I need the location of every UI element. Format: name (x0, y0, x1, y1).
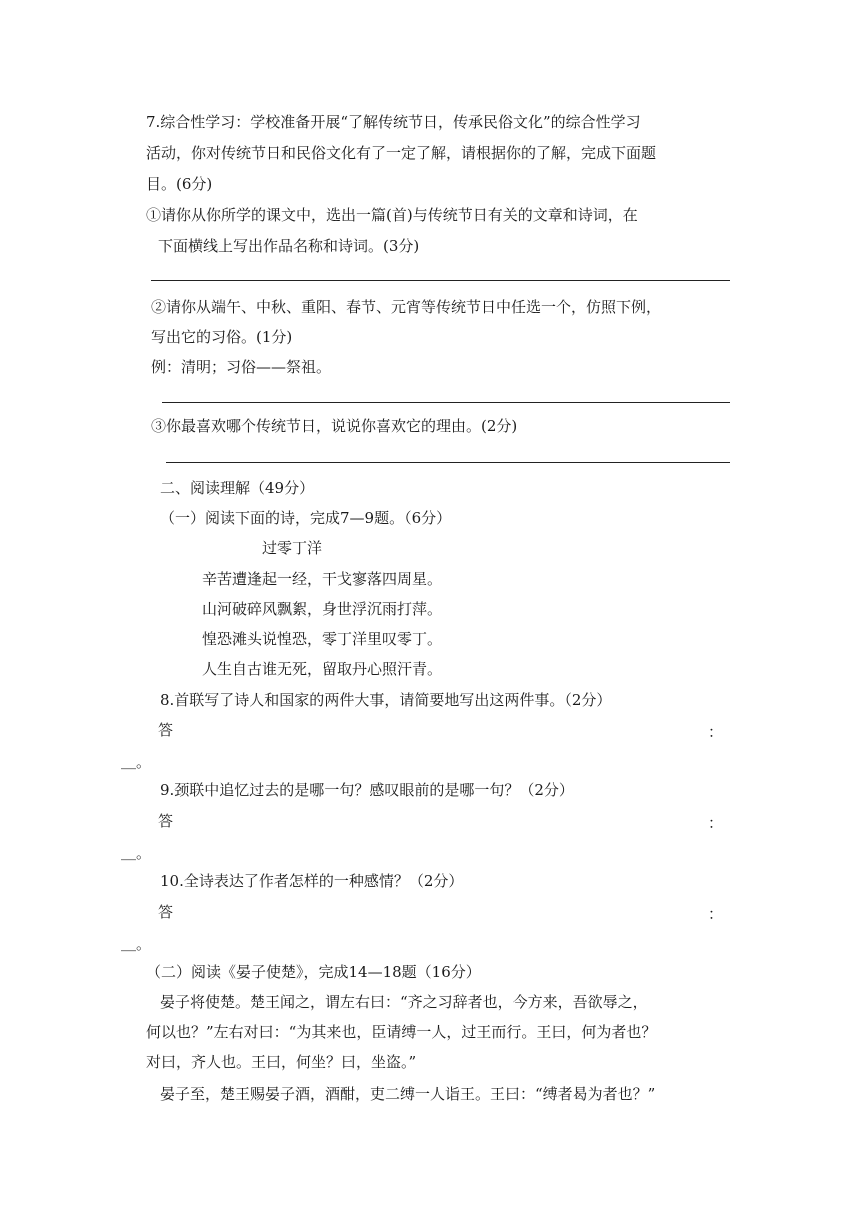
q7-sub1-line-1: ①请你从你所学的课文中，选出一篇(首)与传统节日有关的文章和诗词，在 (146, 206, 638, 224)
answer-colon: ： (708, 723, 724, 741)
q7-example: 例：清明；习俗——祭祖。 (151, 358, 332, 376)
q7-sub3: ③你最喜欢哪个传统节日，说说你喜欢它的理由。(2分) (151, 417, 518, 435)
poem-line: 辛苦遭逢起一经，干戈寥落四周星。 (202, 570, 443, 588)
passage-line: 何以也？”左右对曰：“为其来也，臣请缚一人，过王而行。王曰，何为者也？ (146, 1023, 657, 1041)
q9-text: 9.颈联中追忆过去的是哪一句？感叹眼前的是哪一句？（2分） (160, 781, 574, 799)
poem-line: 人生自古谁无死，留取丹心照汗青。 (202, 660, 443, 678)
q7-sub2-line-2: 写出它的习俗。(1分) (151, 328, 293, 346)
part1-intro: （一）阅读下面的诗，完成7—9题。（6分） (160, 509, 452, 527)
q7-line-1: 7.综合性学习：学校准备开展“了解传统节日，传承民俗文化”的综合性学习 (146, 113, 641, 131)
answer-line-3 (166, 462, 730, 463)
poem-line: 山河破碎风飘絮，身世浮沉雨打萍。 (202, 600, 443, 618)
section-title: 二、阅读理解（49分） (160, 479, 315, 497)
answer-label: 答 (158, 812, 174, 830)
q7-line-3: 目。(6分) (146, 175, 213, 193)
answer-colon: ： (708, 814, 724, 832)
passage-line: 晏子将使楚。楚王闻之，谓左右曰：“齐之习辞者也，今方来，吾欲辱之， (160, 993, 648, 1011)
answer-line-1 (151, 280, 730, 281)
answer-end: ＿。 (121, 935, 152, 953)
answer-label: 答 (158, 721, 174, 739)
q10-text: 10.全诗表达了作者怎样的一种感情？（2分） (160, 872, 464, 890)
part2-intro: （二）阅读《晏子使楚》，完成14—18题（16分） (146, 963, 481, 981)
answer-colon: ： (708, 905, 724, 923)
poem-line: 惶恐滩头说惶恐，零丁洋里叹零丁。 (202, 630, 443, 648)
answer-end: ＿。 (121, 844, 152, 862)
answer-label: 答 (158, 903, 174, 921)
passage-line: 晏子至，楚王赐晏子酒，酒酣，吏二缚一人诣王。王曰：“缚者曷为者也？” (160, 1085, 656, 1103)
answer-line-2 (162, 402, 730, 403)
poem-title: 过零丁洋 (262, 539, 323, 557)
answer-end: ＿。 (121, 753, 152, 771)
q8-text: 8.首联写了诗人和国家的两件大事，请简要地写出这两件事。（2分） (160, 691, 612, 709)
q7-line-2: 活动，你对传统节日和民俗文化有了一定了解，请根据你的了解，完成下面题 (146, 144, 657, 162)
q7-sub2-line-1: ②请你从端午、中秋、重阳、春节、元宵等传统节日中任选一个，仿照下例， (151, 298, 662, 316)
q7-sub1-line-2: 下面横线上写出作品名称和诗词。(3分) (158, 237, 420, 255)
passage-line: 对曰，齐人也。王曰，何坐？曰，坐盗。” (146, 1053, 417, 1071)
